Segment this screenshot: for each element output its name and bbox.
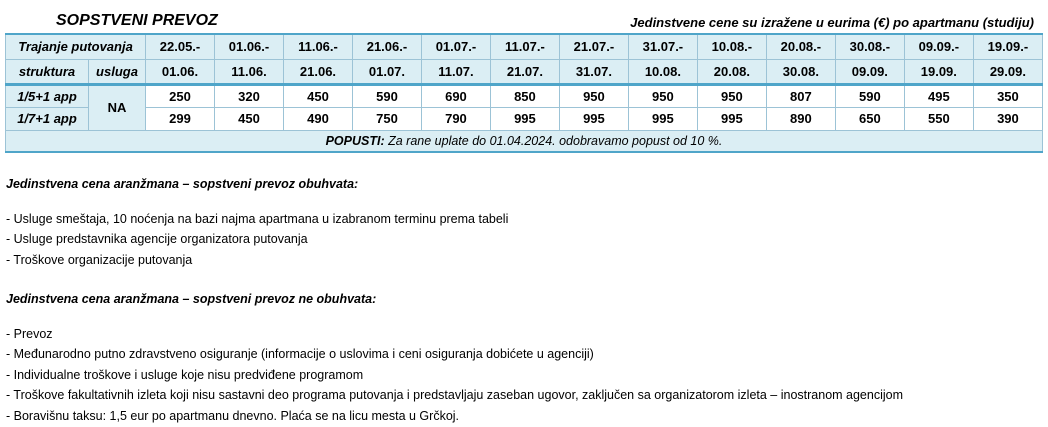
price-note: Jedinstvene cene su izražene u eurima (€) po apartmanu (studiju)	[630, 15, 1034, 30]
discount-row	[6, 130, 1043, 152]
price-cell: 950	[628, 84, 697, 107]
list-item: - Usluge predstavnika agencije organizatora putovanja	[6, 232, 308, 246]
period-from: 01.06.-	[215, 34, 284, 59]
list-item: - Međunarodno putno zdravstveno osiguranje (informacije o uslovima i ceni osiguranja dobićete u agenciji)	[6, 347, 594, 361]
period-to: 11.07.	[421, 59, 490, 84]
price-cell: 390	[973, 107, 1042, 130]
table-row	[6, 107, 1043, 130]
period-to: 01.06.	[146, 59, 215, 84]
price-cell: 995	[628, 107, 697, 130]
list-item: - Prevoz	[6, 326, 53, 341]
price-cell: 350	[973, 84, 1042, 107]
includes-section	[6, 174, 508, 270]
price-cell: 450	[215, 107, 284, 130]
excludes-heading: Jedinstvena cena aranžmana – sopstveni prevoz ne obuhvata:	[6, 292, 377, 306]
price-cell: 995	[490, 107, 559, 130]
period-to: 10.08.	[628, 59, 697, 84]
period-to: 20.08.	[697, 59, 766, 84]
duration-header: Trajanje putovanja	[6, 34, 146, 59]
structure-cell: 1/5+1 app	[6, 84, 89, 107]
table-header-row	[6, 59, 1043, 84]
price-cell: 750	[352, 107, 421, 130]
period-from: 22.05.-	[146, 34, 215, 59]
period-from: 10.08.-	[697, 34, 766, 59]
price-cell: 590	[352, 84, 421, 107]
discount-text: Za rane uplate do 01.04.2024. odobravamo popust od 10 %.	[388, 133, 723, 148]
list-item: - Usluge smeštaja, 10 noćenja na bazi najma apartmana u izabranom terminu prema tabeli	[6, 211, 509, 226]
price-cell: 995	[559, 107, 628, 130]
price-cell: 590	[835, 84, 904, 107]
price-cell: 299	[146, 107, 215, 130]
price-cell: 450	[283, 84, 352, 107]
discount-cell	[6, 130, 1043, 152]
price-table	[5, 33, 1043, 153]
price-cell: 250	[146, 84, 215, 107]
excludes-section	[6, 289, 903, 426]
price-cell: 650	[835, 107, 904, 130]
price-cell: 790	[421, 107, 490, 130]
period-from: 21.06.-	[352, 34, 421, 59]
price-cell: 950	[697, 84, 766, 107]
price-cell: 550	[904, 107, 973, 130]
price-cell: 495	[904, 84, 973, 107]
list-item: - Individualne troškove i usluge koje nisu predviđene programom	[6, 367, 364, 382]
price-cell: 807	[766, 84, 835, 107]
discount-label: POPUSTI:	[325, 133, 385, 148]
includes-heading: Jedinstvena cena aranžmana – sopstveni prevoz obuhvata:	[6, 177, 359, 191]
period-from: 11.07.-	[490, 34, 559, 59]
list-item: - Boravišnu taksu: 1,5 eur po apartmanu dnevno. Plaća se na licu mesta u Grčkoj.	[6, 408, 460, 423]
table-row	[6, 84, 1043, 107]
period-to: 11.06.	[215, 59, 284, 84]
list-item: - Troškove organizacije putovanja	[6, 252, 193, 267]
period-to: 09.09.	[835, 59, 904, 84]
list-item: - Troškove fakultativnih izleta koji nisu sastavni deo programa putovanja i predstavljaju zaseban ugovor, zaključen sa organizatorom izleta – inostranom agencijom	[6, 388, 904, 402]
period-from: 09.09.-	[904, 34, 973, 59]
period-to: 21.07.	[490, 59, 559, 84]
period-to: 19.09.	[904, 59, 973, 84]
period-from: 30.08.-	[835, 34, 904, 59]
period-from: 31.07.-	[628, 34, 697, 59]
price-cell: 320	[215, 84, 284, 107]
period-to: 30.08.	[766, 59, 835, 84]
service-cell: NA	[89, 84, 146, 130]
table-header-row	[6, 34, 1043, 59]
period-from: 19.09.-	[973, 34, 1042, 59]
page-title: SOPSTVENI PREVOZ	[56, 12, 218, 29]
period-to: 01.07.	[352, 59, 421, 84]
price-cell: 690	[421, 84, 490, 107]
price-cell: 950	[559, 84, 628, 107]
header	[0, 12, 1048, 32]
price-cell: 995	[697, 107, 766, 130]
structure-cell: 1/7+1 app	[6, 107, 89, 130]
period-from: 21.07.-	[559, 34, 628, 59]
structure-header: struktura	[6, 59, 89, 84]
period-from: 11.06.-	[283, 34, 352, 59]
period-to: 21.06.	[283, 59, 352, 84]
period-from: 01.07.-	[421, 34, 490, 59]
service-header: usluga	[89, 59, 146, 84]
price-cell: 890	[766, 107, 835, 130]
period-from: 20.08.-	[766, 34, 835, 59]
price-cell: 490	[283, 107, 352, 130]
period-to: 29.09.	[973, 59, 1042, 84]
price-cell: 850	[490, 84, 559, 107]
period-to: 31.07.	[559, 59, 628, 84]
